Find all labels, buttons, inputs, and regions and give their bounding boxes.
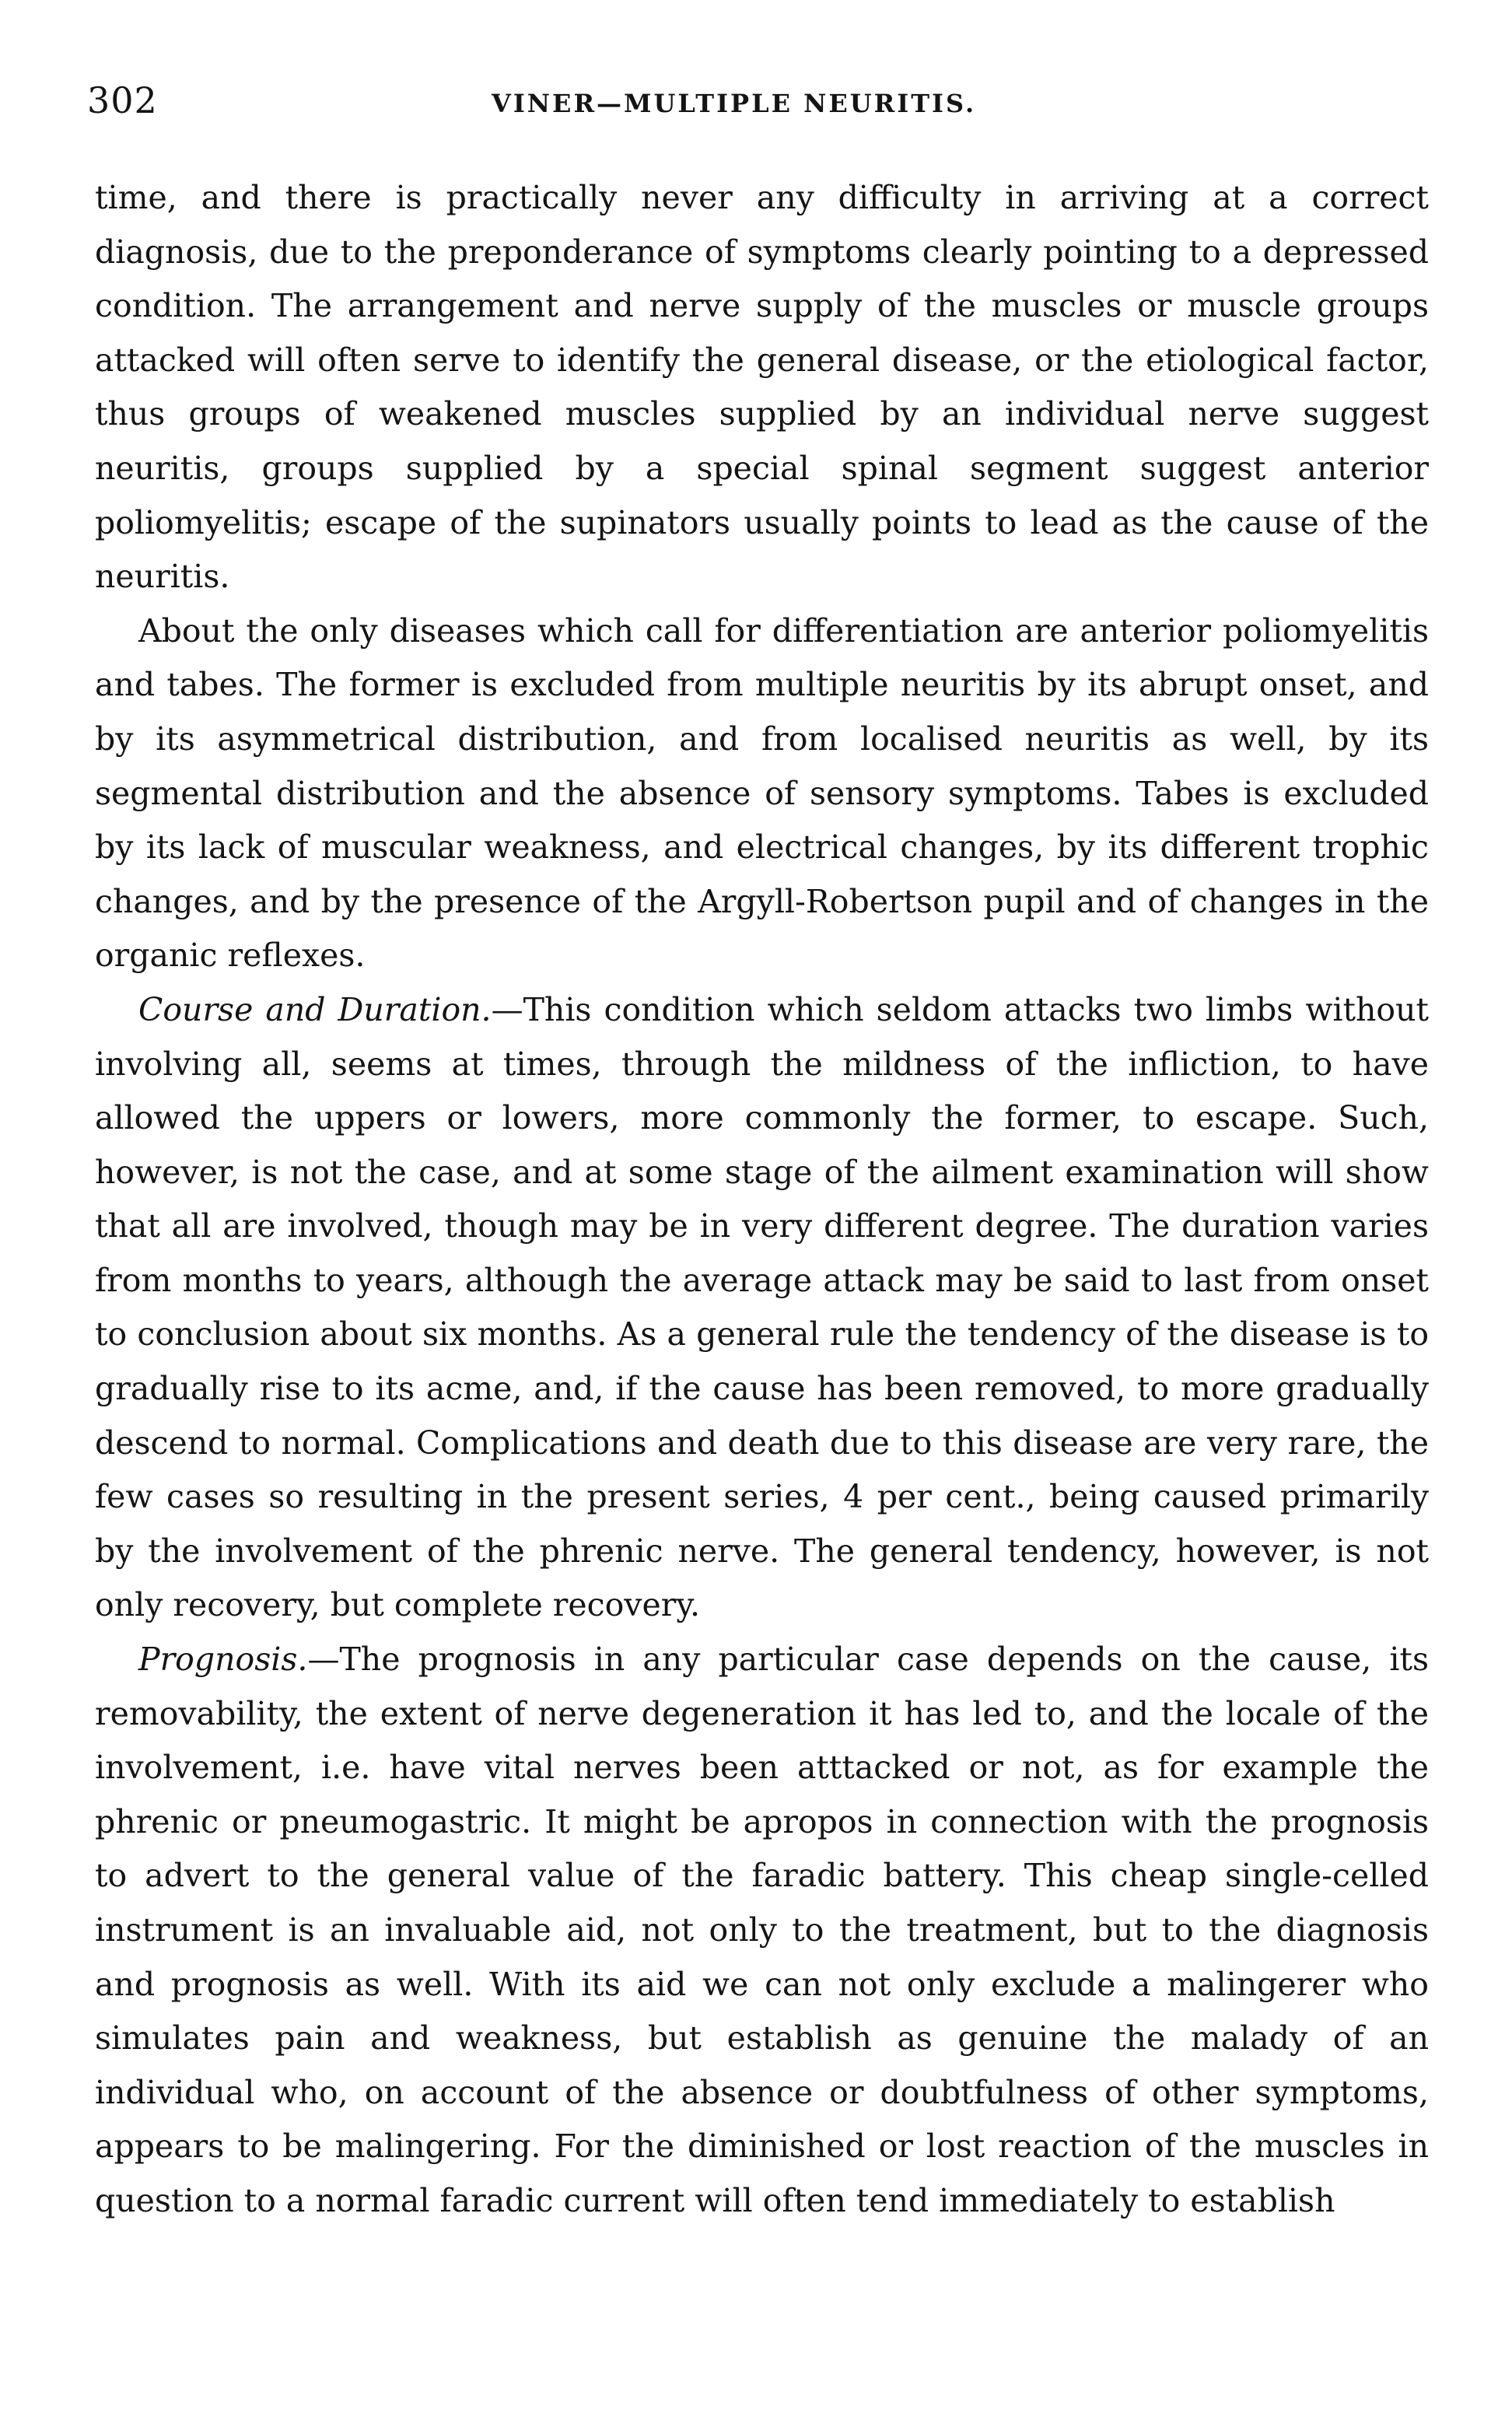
section-heading: Course and Duration. [138, 990, 492, 1028]
paragraph [95, 983, 1429, 1633]
body-text [95, 171, 1429, 2229]
page-number: 302 [87, 79, 158, 121]
running-head: VINER—MULTIPLE NEURITIS. [492, 89, 977, 118]
paragraph-text: —The prognosis in any particular case depends on the cause, its removability, the extent of nerve degeneration it has led to, and the locale of the involvement, i.e. have vital nerves been atttacked or not, as for example the phrenic or pneumogastric. It might be apropos in connection with the prognosis to advert to the general value of the faradic battery. This cheap single-celled instrument is an invaluable aid, not only to the treatment, but to the diagnosis and prognosis as well. With its aid we can not only exclude a malingerer who simulates pain and weakness, but establish as genuine the malady of an individual who, on account of the absence or doubtfulness of other symptoms, appears to be malingering. For the diminished or lost reaction of the muscles in question to a normal faradic current will often tend immediately to establish [95, 1641, 1429, 2219]
paragraph [95, 171, 1429, 604]
paragraph [95, 1633, 1429, 2229]
paragraph-text: time, and there is practically never any difficulty in arriving at a correct diagnosis, due to the preponderance of symptoms clearly pointing to a depressed condition. The arrangement and nerve supply of the muscles or muscle groups attacked will often serve to identify the general disease, or the etiological factor, thus groups of weakened muscles supplied by an individual nerve suggest neuritis, groups supplied by a special spinal segment suggest anterior poliomyelitis; escape of the supinators usually points to lead as the cause of the neuritis. [95, 179, 1429, 596]
paragraph [95, 604, 1429, 983]
paragraph-text: About the only diseases which call for differentiation are anterior poliomyelitis and tabes. The former is excluded from multiple neuritis by its abrupt onset, and by its asymmetrical distribution, and from localised neuritis as well, by its segmental distribution and the absence of sensory symptoms. Tabes is excluded by its lack of muscular weakness, and electrical changes, by its different trophic changes, and by the presence of the Argyll-Robertson pupil and of changes in the organic reflexes. [95, 611, 1429, 975]
paragraph-text: —This condition which seldom attacks two limbs without involving all, seems at times, through the mildness of the infliction, to have allowed the uppers or lowers, more commonly the former, to escape. Such, however, is not the case, and at some stage of the ailment examination will show that all are involved, though may be in very different degree. The duration varies from months to years, although the average attack may be said to last from onset to conclusion about six months. As a general rule the tendency of the disease is to gradually rise to its acme, and, if the cause has been removed, to more gradually descend to normal. Complications and death due to this disease are very rare, the few cases so resulting in the present series, 4 per cent., being caused primarily by the involvement of the phrenic nerve. The general tendency, however, is not only recovery, but complete recovery. [95, 990, 1429, 1624]
section-heading: Prognosis. [138, 1641, 308, 1679]
page-header [87, 79, 1425, 134]
